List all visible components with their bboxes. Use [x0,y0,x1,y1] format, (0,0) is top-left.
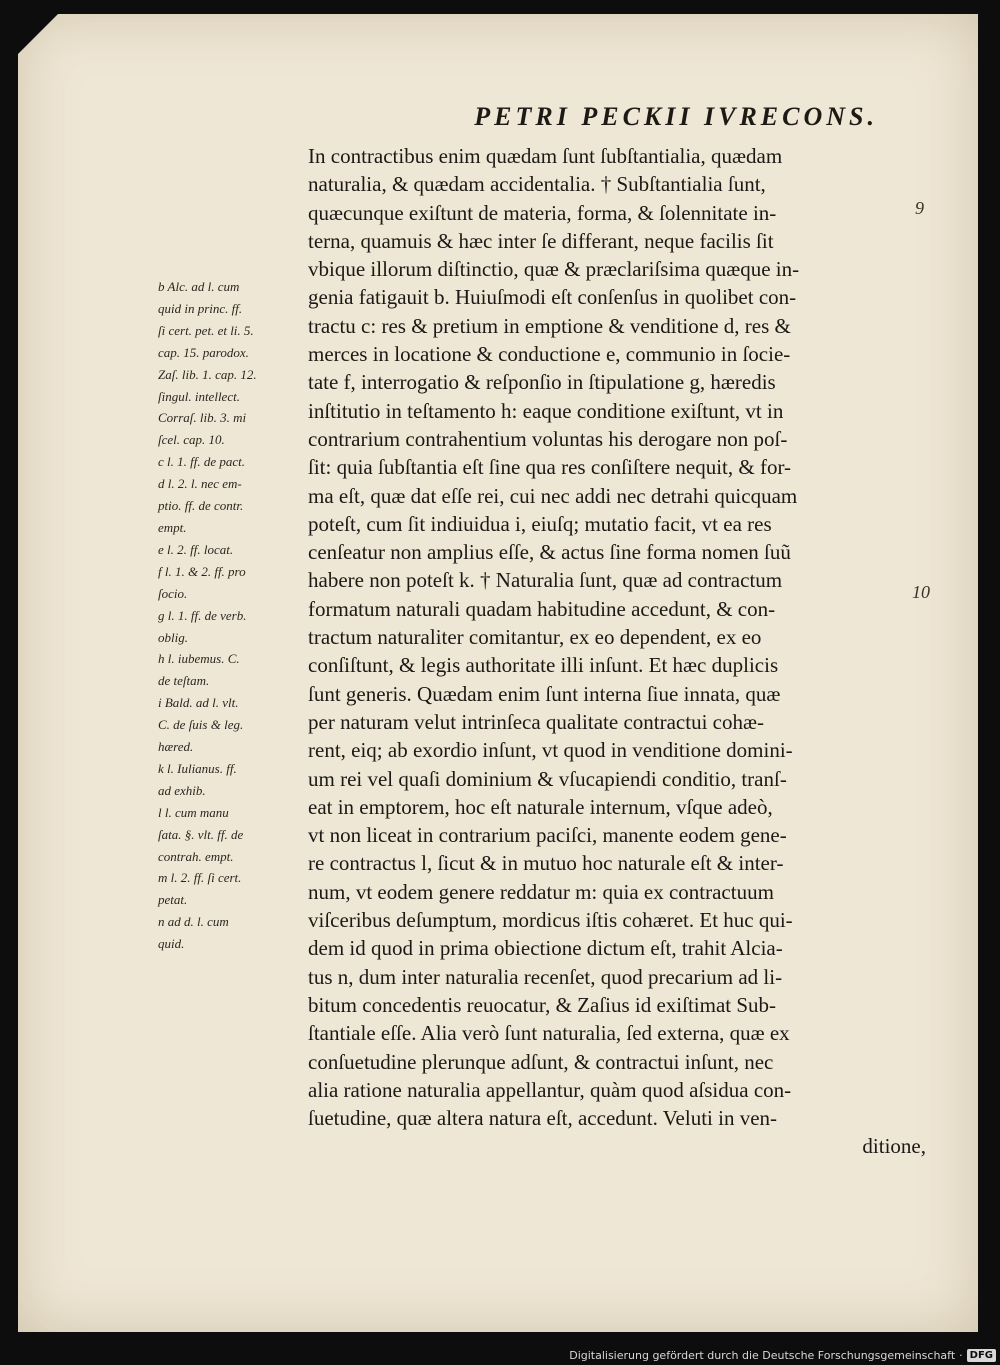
text-line: In contractibus enim quædam ſunt ſubſtantialia, quædam [308,144,783,168]
text-line: genia fatigauit b. Huiuſmodi eſt conſenſus in quolibet con- [308,285,797,310]
marginal-note-line: quid. [158,936,185,952]
marginal-note-line: ſata. §. vlt. ff. de [158,826,244,842]
marginal-note-line: ad exhib. [158,782,206,798]
marginal-note-line: l l. cum manu [158,804,229,820]
text-line: ſunt generis. Quædam enim ſunt interna ſiue innata, quæ [308,681,781,706]
footer-text: Digitalisierung gefördert durch die Deutsche Forschungsgemeinschaft [569,1349,956,1362]
text-line: terna, quamuis & hæc inter ſe differant, neque facilis ſit [308,228,774,253]
dfg-logo-icon: DFG [967,1349,996,1362]
text-line: poteſt, cum ſit indiuidua i, eiuſq; mutatio facit, vt ea res [308,511,772,536]
text-line: re contractus l, ſicut & in mutuo hoc naturale eſt & inter- [308,851,784,876]
marginal-note-line: contrah. empt. [158,848,234,864]
marginal-note-line: n ad d. l. cum [158,914,229,930]
text-line: viſceribus deſumptum, mordicus iſtis cohæret. Et huc qui- [308,908,793,933]
marginal-note-line: hæred. [158,739,194,755]
text-line: num, vt eodem genere reddatur m: quia ex contractuum [308,879,774,904]
text-line: ſtantiale eſſe. Alia verò ſunt naturalia, ſed externa, quæ ex [308,1021,790,1046]
marginal-note-line: h l. iubemus. C. [158,651,240,667]
text-line: tate f, interrogatio & reſponſio in ſtipulatione g, hæredis [308,370,776,395]
marginal-note-line: cap. 15. parodox. [158,344,249,360]
marginal-note-line: ſingul. intellect. [158,388,240,404]
text-line: habere non poteſt k. † Naturalia ſunt, quæ ad contractum [308,568,783,593]
text-line: tus n, dum inter naturalia recenſet, quod precarium ad li- [308,964,783,989]
marginal-note-line: d l. 2. l. nec em- [158,476,242,492]
text-line: contrarium contrahentium voluntas his derogare non poſ- [308,426,788,451]
text-line: dem id quod in prima obiectione dictum eſt, trahit Alcia- [308,936,783,961]
footer-separator: · [959,1349,963,1362]
text-line: um rei vel quaſi dominium & vſucapiendi conditio, tranſ- [308,766,787,791]
text-line: ma eſt, quæ dat eſſe rei, cui nec addi nec detrahi quicquam [308,483,798,508]
marginal-note-line: quid in princ. ff. [158,300,243,316]
text-line: tractum naturaliter comitantur, ex eo dependent, ex eo [308,625,762,650]
text-line: conſuetudine plerunque adſunt, & contractui inſunt, nec [308,1049,774,1074]
text-line: cenſeatur non amplius eſſe, & actus ſine forma nomen ſuũ [308,540,791,565]
marginal-note-line: Corraſ. lib. 3. mi [158,410,247,426]
text-line: quæcunque exiſtunt de materia, forma, & ſolennitate in- [308,200,777,225]
text-line: formatum naturali quadam habitudine accedunt, & con- [308,596,776,621]
marginal-note-line: k l. Iulianus. ff. [158,760,237,776]
marginal-note-line: C. de ſuis & leg. [158,717,244,733]
marginal-note-line: ſcel. cap. 10. [158,432,225,448]
side-number: 10 [912,582,930,602]
page-corner-fold [18,14,58,54]
text-line: alia ratione naturalia appellantur, quàm quod aſsidua con- [308,1077,792,1102]
marginal-note-line: b Alc. ad l. cum [158,279,240,294]
marginal-notes [158,276,308,955]
text-line: bitum concedentis reuocatur, & Zaſius id exiſtimat Sub- [308,992,777,1017]
text-line: conſiſtunt, & legis authoritate illi inſunt. Et hæc duplicis [308,653,779,678]
text-line: ſit: quia ſubſtantia eſt ſine qua res conſiſtere nequit, & for- [308,455,792,480]
marginal-note-line: i Bald. ad l. vlt. [158,695,239,711]
marginal-note-line: m l. 2. ff. ſi cert. [158,870,242,886]
text-line: per naturam velut intrinſeca qualitate contractui cohæ- [308,709,764,734]
running-head: PETRI PECKII IVRECONS. [474,102,878,131]
body-text [308,142,948,1161]
catchword: ditione, [862,1134,926,1159]
text-line: eat in emptorem, hoc eſt naturale internum, vſque adeò, [308,794,773,819]
book-page [18,14,978,1332]
text-line: inſtitutio in teſtamento h: eaque conditione exiſtunt, vt in [308,398,784,423]
side-number: 9 [915,198,924,218]
text-line: naturalia, & quædam accidentalia. † Subſtantialia ſunt, [308,172,766,197]
marginal-note-line: e l. 2. ff. locat. [158,541,234,557]
marginal-note-line: ſocio. [158,585,188,601]
footer [569,1349,996,1362]
marginal-note-line: ptio. ff. de contr. [158,498,244,514]
text-line: vbique illorum diſtinctio, quæ & præclariſsima quæque in- [308,257,800,282]
text-line: merces in locatione & conductione e, communio in ſocie- [308,342,791,367]
marginal-note-line: de teſtam. [158,673,210,689]
marginal-note-line: g l. 1. ff. de verb. [158,607,247,623]
marginal-note-line: Zaſ. lib. 1. cap. 12. [158,366,257,382]
marginal-note-line: c l. 1. ff. de pact. [158,454,246,470]
marginal-note-line: ſi cert. pet. et li. 5. [158,322,254,338]
marginal-note-line: petat. [158,892,188,908]
marginal-note-line: f l. 1. & 2. ff. pro [158,563,246,579]
text-line: vt non liceat in contrarium paciſci, manente eodem gene- [308,823,787,848]
text-line: rent, eiq; ab exordio inſunt, vt quod in venditione domini- [308,738,793,763]
marginal-note-line: empt. [158,519,187,535]
marginal-note-line: oblig. [158,629,188,645]
text-line: ſuetudine, quæ altera natura eſt, accedunt. Veluti in ven- [308,1106,778,1131]
text-line: tractu c: res & pretium in emptione & venditione d, res & [308,313,791,338]
